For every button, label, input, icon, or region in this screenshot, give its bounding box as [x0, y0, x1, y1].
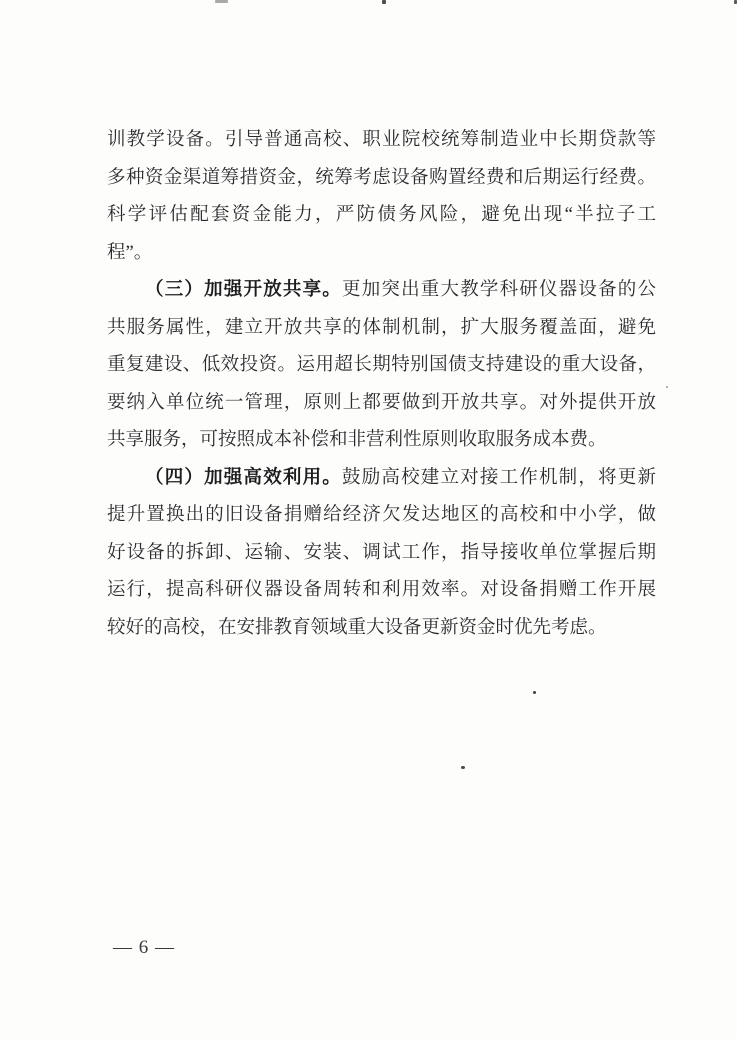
- text-line: 重复建设、低效投资。运用超长期特别国债支持建设的重大设备，: [107, 355, 656, 375]
- text-line: 较好的高校，在安排教育领域重大设备更新资金时优先考虑。: [107, 617, 607, 638]
- text-line: 共享服务，可按照成本补偿和非营利性原则收取服务成本费。: [107, 430, 607, 450]
- text-run: 更加突出重大教学科研仪器设备的公: [342, 280, 656, 300]
- text-line: [107, 460, 656, 498]
- text-line: 训教学设备。引导普通高校、职业院校统筹制造业中长期贷款等: [107, 130, 656, 150]
- text-line: [107, 272, 656, 310]
- text-line: 多种资金渠道筹措资金，统筹考虑设备购置经费和后期运行经费。: [107, 167, 656, 188]
- paragraph-continuation: [107, 122, 656, 272]
- text-line: 好设备的拆卸、运输、安装、调试工作，指导接收单位掌握后期: [107, 542, 656, 563]
- scan-speck: [533, 691, 536, 694]
- text-run: 鼓励高校建立对接工作机制，将更新: [342, 467, 656, 488]
- text-line: 要纳入单位统一管理，原则上都要做到开放共享。对外提供开放: [107, 392, 656, 413]
- scan-artifact-top-left: [215, 0, 228, 3]
- scan-artifact-top-center: [382, 0, 386, 4]
- text-line: 共服务属性，建立开放共享的体制机制，扩大服务覆盖面，避免: [107, 317, 656, 338]
- text-line: 程”。: [107, 242, 153, 263]
- text-line: 运行，提高科研仪器设备周转和利用效率。对设备捐赠工作开展: [107, 580, 656, 600]
- text-line: 提升置换出的旧设备捐赠给经济欠发达地区的高校和中小学，做: [107, 505, 656, 525]
- document-body: [107, 122, 656, 647]
- page-number: — 6 —: [113, 937, 175, 958]
- section-heading: （四）加强高效利用。: [145, 467, 342, 488]
- paragraph-section-4: [107, 460, 656, 648]
- scan-speck: [666, 386, 668, 388]
- section-heading: （三）加强开放共享。: [145, 280, 342, 300]
- scan-speck: [461, 766, 465, 769]
- paragraph-section-3: [107, 272, 656, 460]
- text-line: 科学评估配套资金能力，严防债务风险，避免出现“半拉子工: [107, 205, 656, 225]
